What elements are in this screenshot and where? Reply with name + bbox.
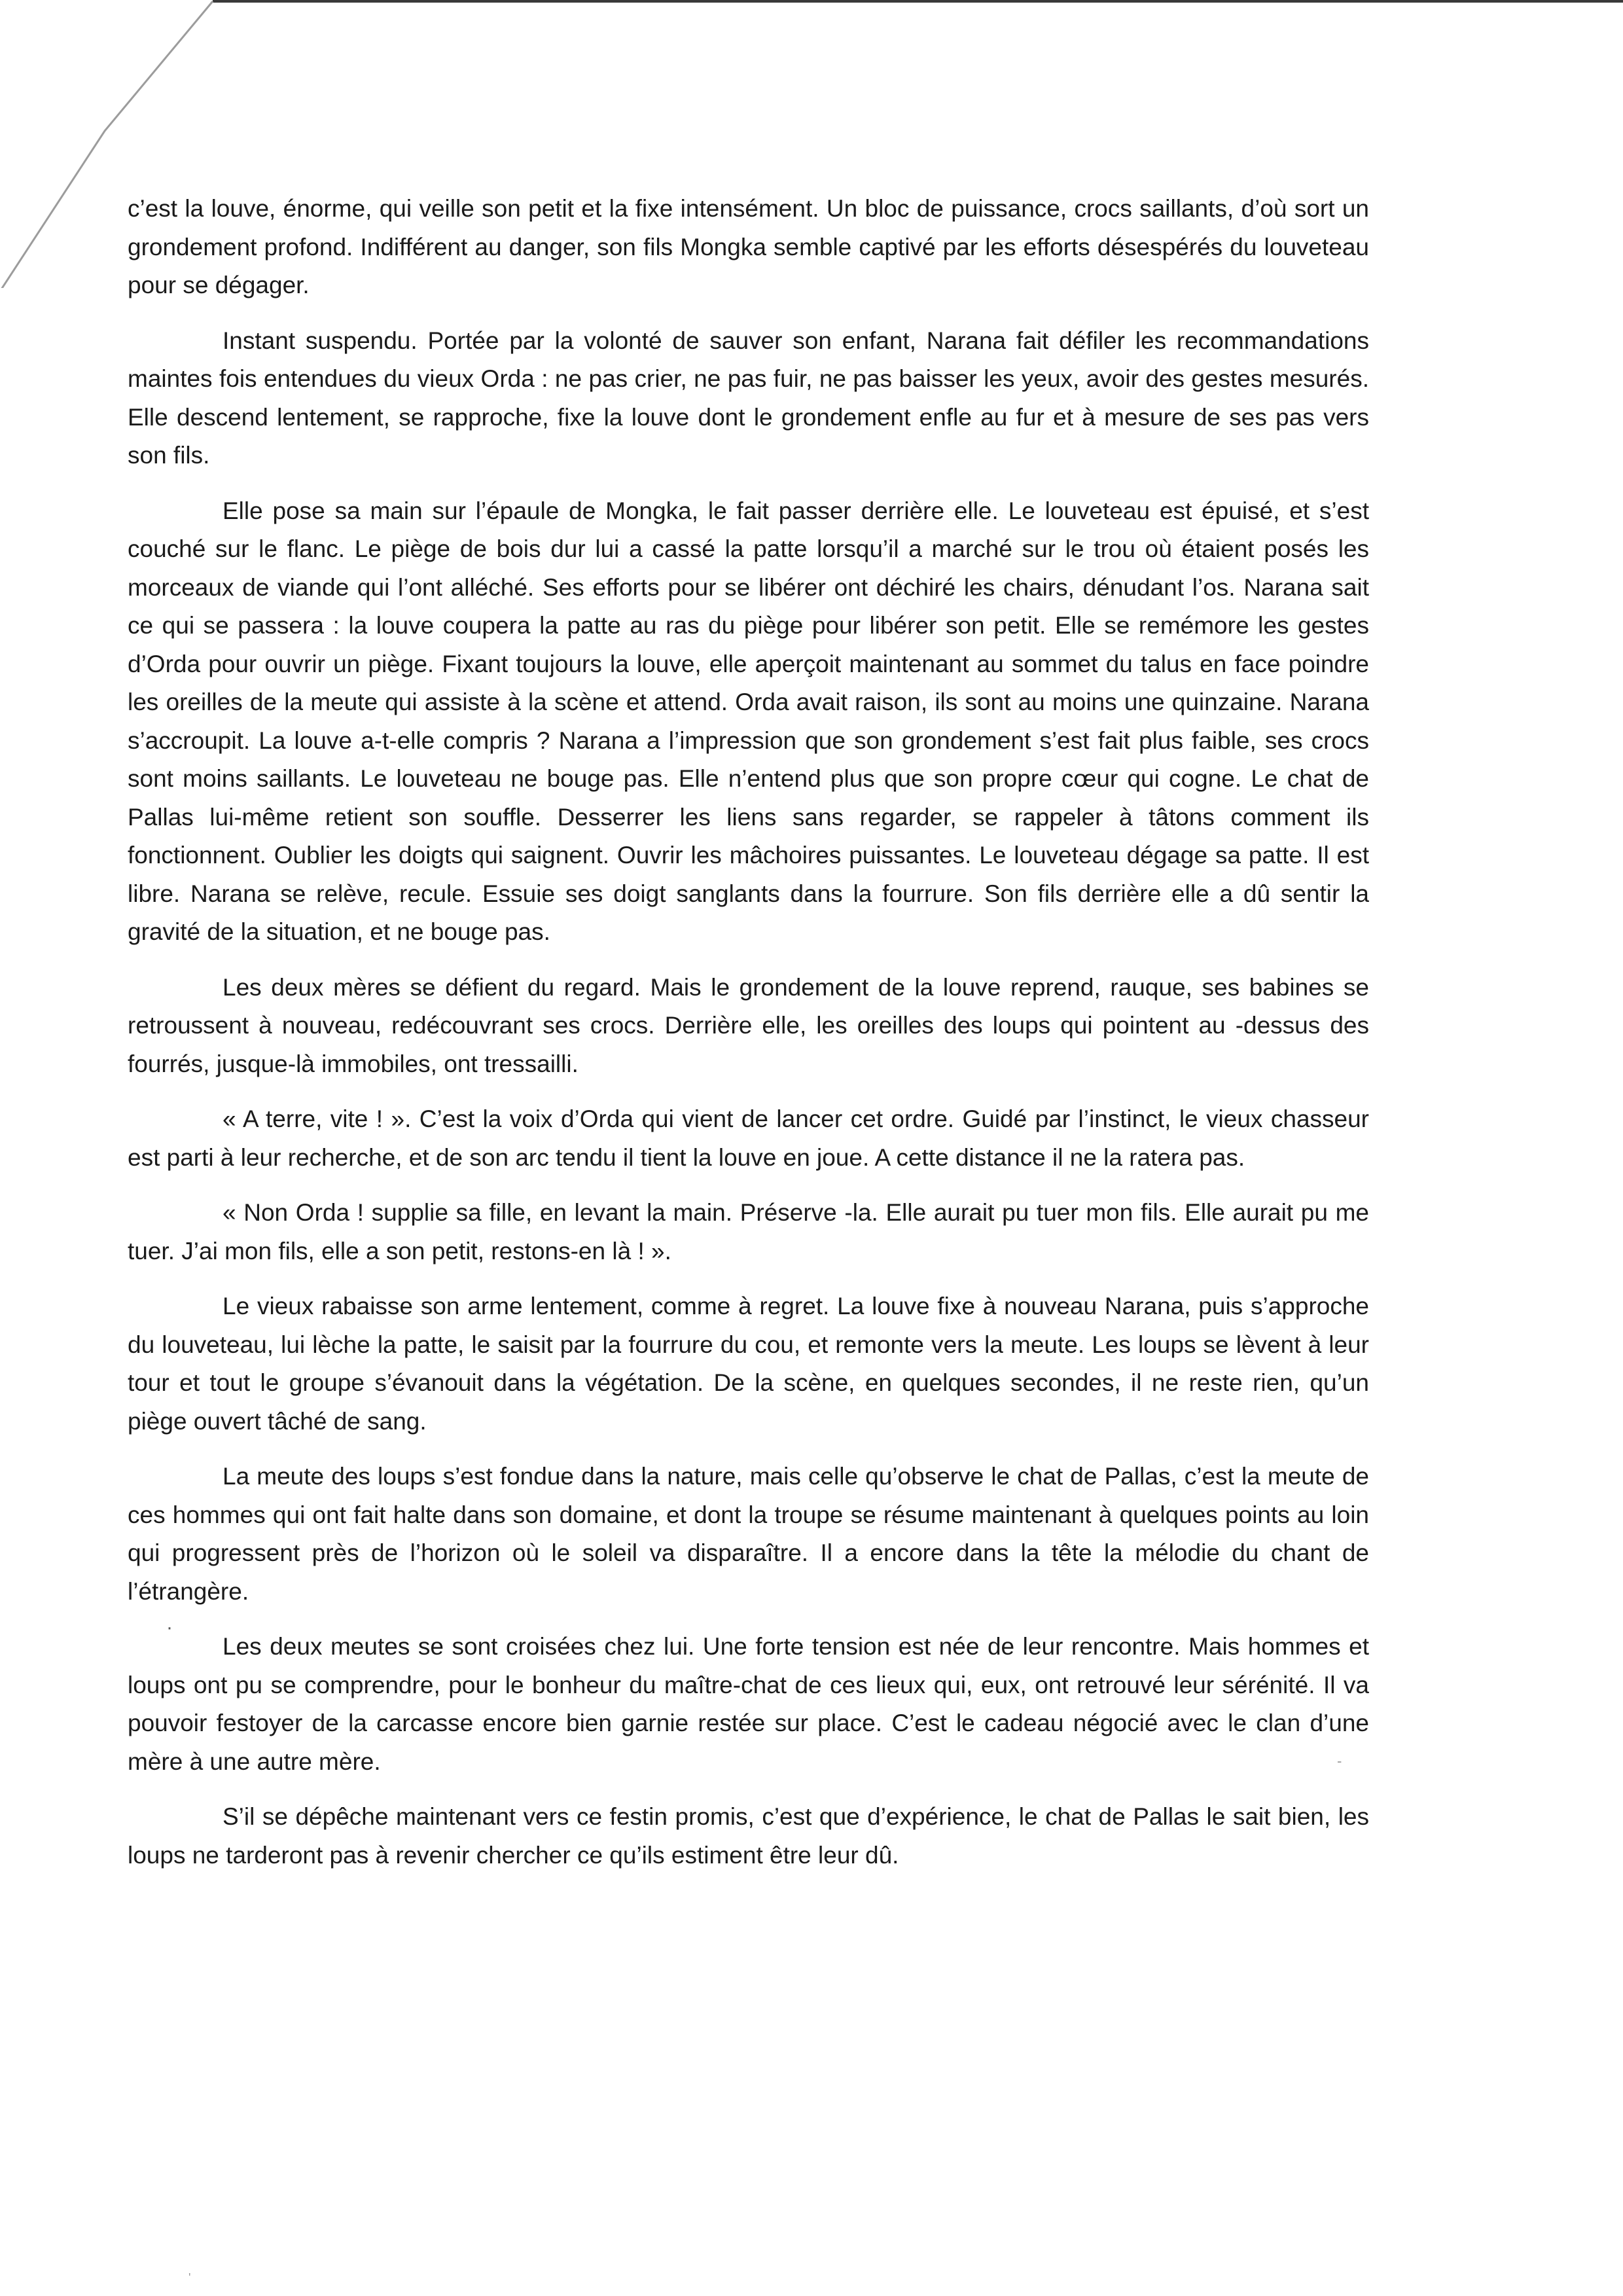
paragraph-10: S’il se dépêche maintenant vers ce festin promis, c’est que d’expérience, le chat de Pallas le sait bien, les loups ne tarderont pas à revenir chercher ce qu’ils estiment être leur dû. [128,1803,1369,1869]
paragraph-6: « Non Orda ! supplie sa fille, en levant la main. Préserve -la. Elle aurait pu tuer mon fils. Elle aurait pu me tuer. J’ai mon fils, elle a son petit, restons-en là ! ». [128,1199,1369,1265]
paragraph-5: « A terre, vite ! ». C’est la voix d’Orda qui vient de lancer cet ordre. Guidé par l’instinct, le vieux chasseur est parti à leur recherche, et de son arc tendu il tient la louve en joue. A cette distance il ne la ratera pas. [128,1105,1369,1171]
paragraph-4: Les deux mères se défient du regard. Mais le grondement de la louve reprend, rauque, ses babines se retroussent à nouveau, redécouvrant ses crocs. Derrière elle, les oreilles des loups qui pointent au -dessus des fourrés, jusque-là immobiles, ont tressailli. [128,973,1369,1077]
paragraph-2: Instant suspendu. Portée par la volonté de sauver son enfant, Narana fait défiler les recommandations maintes fois entendues du vieux Orda : ne pas crier, ne pas fuir, ne pas baisser les yeux, avoir des gestes mesurés. Elle descend lentement, se rapproche, fixe la louve dont le grondement enfle au fur et à mesure de ses pas vers son fils. [128,327,1369,469]
stray-dash-mark: - [1337,1753,1342,1769]
stray-bullet-mark: · [166,1617,173,1638]
paragraph-9: Les deux meutes se sont croisées chez lui. Une forte tension est née de leur rencontre. Mais hommes et loups ont pu se comprendre, pour le bonheur du maître-chat de ces lieux qui, eux, ont retrouvé leur sérénité. Il va pouvoir festoyer de la carcasse encore bien garnie restée sur place. C’est le cadeau négocié avec le clan d’une mère à une autre mère. [128,1633,1369,1775]
scan-top-edge-line [213,0,1623,3]
paragraph-1: c’est la louve, énorme, qui veille son petit et la fixe intensément. Un bloc de puissance, crocs saillants, d’où sort un grondement profond. Indifférent au danger, son fils Mongka semble captivé par les efforts désespérés du louveteau pour se dégager. [128,195,1369,298]
stray-tick-mark: ' [188,2271,191,2284]
body-text [128,190,1369,1892]
paragraph-3: Elle pose sa main sur l’épaule de Mongka, le fait passer derrière elle. Le louveteau est épuisé, et s’est couché sur le flanc. Le piège de bois dur lui a cassé la patte lorsqu’il a marché sur le trou où étaient posés les morceaux de viande qui l’ont alléché. Ses efforts pour se libérer ont déchiré les chairs, dénudant l’os. Narana sait ce qui se passera : la louve coupera la patte au ras du piège pour libérer son petit. Elle se remémore les gestes d’Orda pour ouvrir un piège. Fixant toujours la louve, elle aperçoit maintenant au sommet du talus en face poindre les oreilles de la meute qui assiste à la scène et attend. Orda avait raison, ils sont au moins une quinzaine. Narana s’accroupit. La louve a-t-elle compris ? Narana a l’impression que son grondement s’est fait plus faible, ses crocs sont moins saillants. Le louveteau ne bouge pas. Elle n’entend plus que son propre cœur qui cogne. Le chat de Pallas lui-même retient son souffle. Desserrer les liens sans regarder, se rappeler à tâtons comment ils fonctionnent. Oublier les doigts qui saignent. Ouvrir les mâchoires puissantes. Le louveteau dégage sa patte. Il est libre. Narana se relève, recule. Essuie ses doigt sanglants dans la fourrure. Son fils derrière elle a dû sentir la gravité de la situation, et ne bouge pas. [128,497,1369,945]
paragraph-8: La meute des loups s’est fondue dans la nature, mais celle qu’observe le chat de Pallas, c’est la meute de ces hommes qui ont fait halte dans son domaine, et dont la troupe se résume maintenant à quelques points au loin qui progressent près de l’horizon où le soleil va disparaître. Il a encore dans la tête la mélodie du chant de l’étrangère. [128,1463,1369,1605]
paragraph-7: Le vieux rabaisse son arme lentement, comme à regret. La louve fixe à nouveau Narana, puis s’approche du louveteau, lui lèche la patte, le saisit par la fourrure du cou, et remonte vers la meute. Les loups se lèvent à leur tour et tout le groupe s’évanouit dans la végétation. De la scène, en quelques secondes, il ne reste rien, qu’un piège ouvert tâché de sang. [128,1293,1369,1435]
